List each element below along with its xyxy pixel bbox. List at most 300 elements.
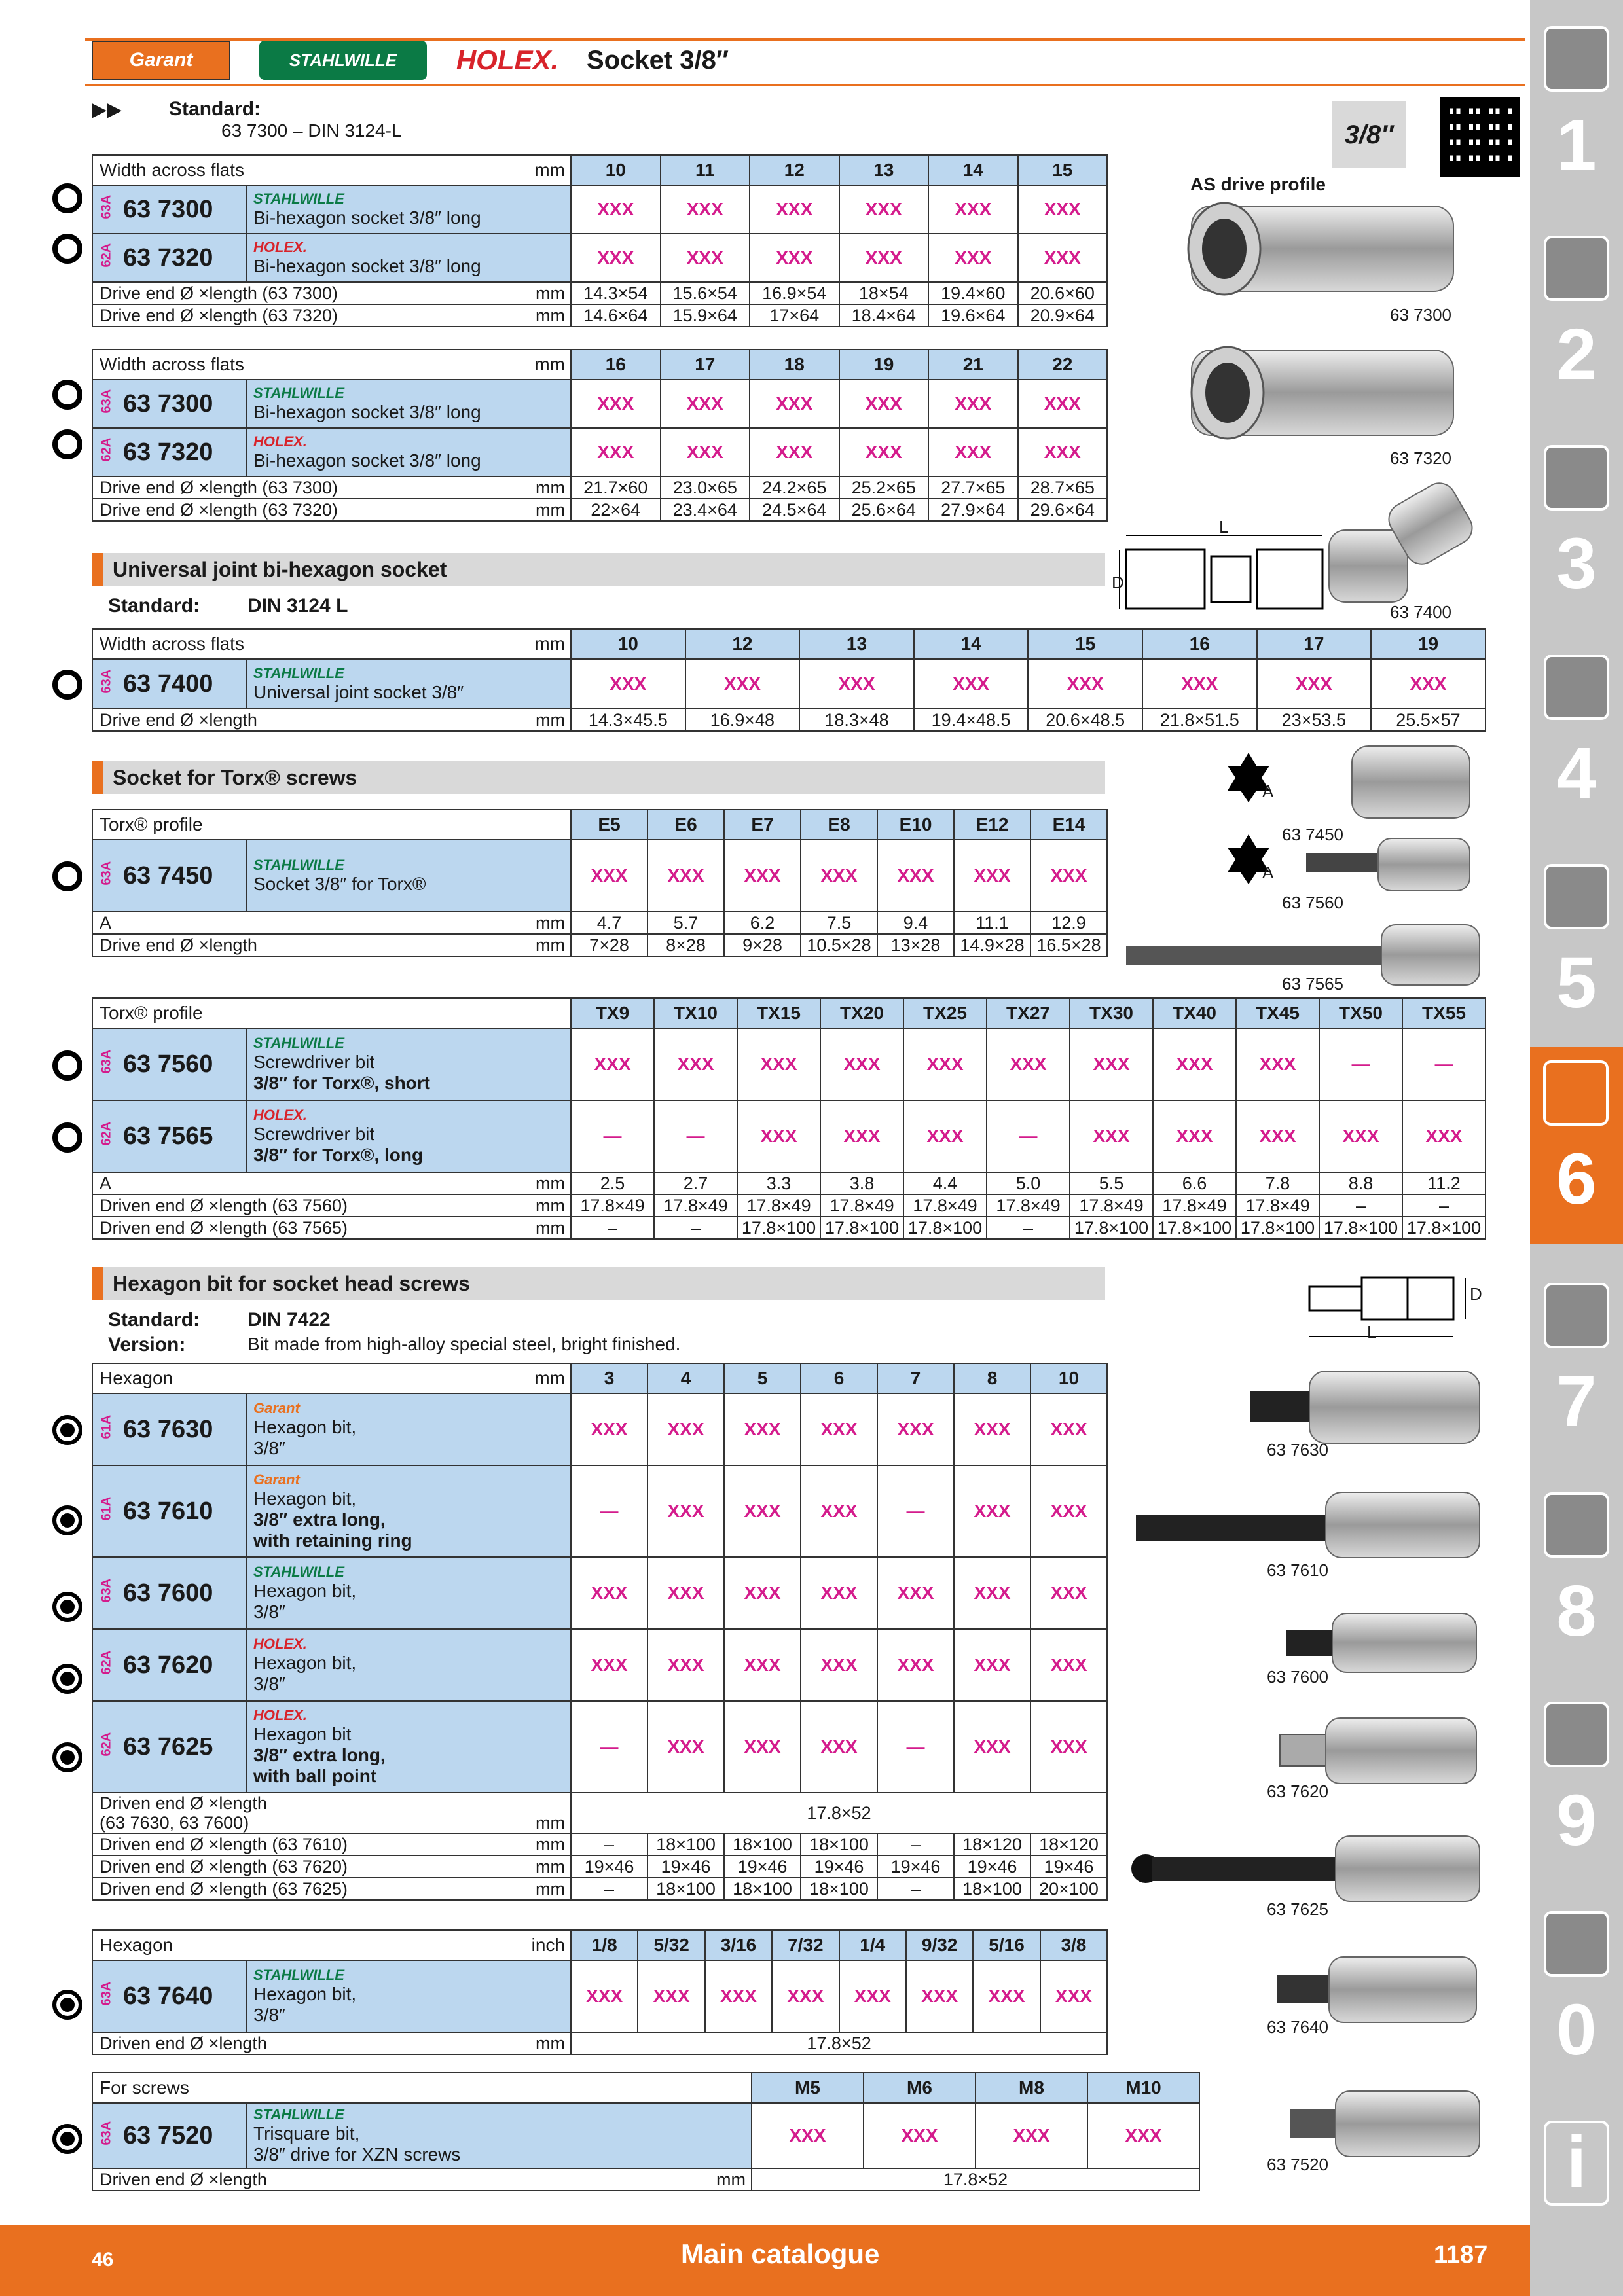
header-size: 12: [685, 629, 800, 659]
price-cell: XXX: [801, 1465, 877, 1557]
price-cell: XXX: [647, 1557, 724, 1629]
fast-forward-icon: ▶▶: [92, 99, 122, 120]
dimension-value: 14.3×45.5: [571, 709, 685, 731]
dimension-label-text: Driven end Ø ×length: [100, 2034, 267, 2053]
as-drive-label: AS drive profile: [1190, 174, 1326, 194]
dimension-value: 25.2×65: [839, 476, 929, 499]
article-number: [92, 1465, 246, 1557]
price-cell: XXX: [647, 1701, 724, 1793]
dimension-value: 19.4×60: [928, 282, 1018, 304]
price-cell: XXX: [661, 185, 750, 234]
side-tab-7[interactable]: [1536, 1270, 1617, 1466]
price-cell: XXX: [1028, 659, 1142, 709]
price-cell: XXX: [1030, 1701, 1107, 1793]
article-description: [246, 1960, 571, 2032]
header-size: TX40: [1153, 998, 1236, 1028]
dimension-value: 17.8×49: [987, 1194, 1070, 1217]
price-cell: XXX: [973, 1960, 1040, 2032]
price-cell: —: [571, 1701, 647, 1793]
xzn-profile-icon: [52, 2124, 82, 2154]
dimension-value: 24.5×64: [750, 499, 839, 521]
price-cell: XXX: [724, 1465, 801, 1557]
header-size: 15: [1028, 629, 1142, 659]
header-size: E5: [571, 810, 647, 840]
dimension-row: [92, 2168, 1199, 2191]
socket-637300-image: [1178, 193, 1473, 311]
header-unit: mm: [454, 155, 571, 185]
dimension-value: 21.8×51.5: [1142, 709, 1257, 731]
price-cell: XXX: [877, 1393, 954, 1465]
dimension-unit: mm: [454, 304, 571, 327]
dimension-row: [92, 934, 1107, 956]
dimension-label: Driven end Ø ×length (63 7560): [92, 1194, 454, 1217]
side-tab-5[interactable]: [1536, 851, 1617, 1047]
price-cell: XXX: [571, 1960, 638, 2032]
description-line-2: 3/8″: [253, 1438, 285, 1458]
dimension-label-sub: (63 7630, 63 7600): [100, 1813, 249, 1833]
header-size: TX30: [1070, 998, 1153, 1028]
brand-mini-logo: STAHLWILLE: [253, 385, 344, 401]
price-cell: XXX: [1142, 659, 1257, 709]
dimension-value: 17.8×49: [654, 1194, 737, 1217]
dimension-label: Drive end Ø ×length: [92, 709, 454, 731]
caption-637560: 63 7560: [1282, 893, 1343, 912]
dimension-unit: mm: [454, 1878, 571, 1900]
price-cell: XXX: [724, 1393, 801, 1465]
article-number-text: 63 7300: [123, 389, 213, 418]
brand-code: 63A: [99, 861, 114, 886]
price-cell: XXX: [903, 1028, 987, 1100]
section-universal-joint: Universal joint bi-hexagon socket: [92, 553, 1105, 586]
article-description: [246, 1100, 571, 1172]
side-tab-4[interactable]: [1536, 641, 1617, 838]
dimension-value: 20.6×48.5: [1028, 709, 1142, 731]
brand-code: 61A: [99, 1414, 114, 1439]
price-cell: XXX: [661, 234, 750, 282]
description-line-1: Screwdriver bit: [253, 1124, 375, 1144]
header-size: 9/32: [906, 1930, 973, 1960]
dimension-L-label: L: [1219, 517, 1229, 537]
dimension-label: Drive end Ø ×length (63 7300): [92, 282, 454, 304]
price-cell: XXX: [752, 2103, 864, 2168]
description-line-1: Hexagon bit,: [253, 1488, 357, 1509]
dimension-value: 2.5: [571, 1172, 654, 1194]
header-unit: mm: [454, 629, 571, 659]
trisquare-bit-table: [92, 2072, 1200, 2191]
side-tab-1[interactable]: [1536, 13, 1617, 209]
dimension-value: 19×46: [801, 1856, 877, 1878]
dimension-value: 19×46: [877, 1856, 954, 1878]
header-size: E8: [801, 810, 877, 840]
dimension-value: 17.8×100: [820, 1217, 903, 1239]
article-description: [246, 1393, 571, 1465]
price-cell: XXX: [1236, 1028, 1319, 1100]
header-row: [92, 1363, 1107, 1393]
dimension-value: 20.9×64: [1018, 304, 1108, 327]
header-size: E12: [954, 810, 1030, 840]
dimension-row: [92, 1793, 1107, 1833]
article-row-637300: [92, 380, 1107, 428]
dimension-row: [92, 1856, 1107, 1878]
header-size: 6: [801, 1363, 877, 1393]
dimension-value: 25.5×57: [1371, 709, 1486, 731]
dimension-row: [92, 1833, 1107, 1856]
article-description: [246, 1629, 571, 1701]
brand-code: 61A: [99, 1496, 114, 1521]
tab-3-number: 3: [1556, 524, 1597, 604]
header-size: 1/8: [571, 1930, 638, 1960]
torx-bit-637560-image: [1214, 834, 1483, 900]
dimension-value: 16.5×28: [1030, 934, 1107, 956]
article-row-637625: [92, 1701, 1107, 1793]
dimension-value: –: [987, 1217, 1070, 1239]
header-row: [92, 998, 1486, 1028]
brand-mini-logo: Garant: [253, 1471, 300, 1488]
standard-label: Standard:: [169, 98, 261, 120]
dimension-value: 17.8×52: [571, 1793, 1107, 1833]
header-size: 10: [571, 629, 685, 659]
dimension-value: 23×53.5: [1257, 709, 1372, 731]
dimension-value: –: [571, 1217, 654, 1239]
price-cell: XXX: [750, 234, 839, 282]
dimension-value: 7×28: [571, 934, 647, 956]
article-row-637520: [92, 2103, 1199, 2168]
header-size: 15: [1018, 155, 1108, 185]
header-size: 5: [724, 1363, 801, 1393]
tab-4-number: 4: [1556, 733, 1597, 814]
dimension-label: Drive end Ø ×length (63 7300): [92, 476, 454, 499]
header-size: E14: [1030, 810, 1107, 840]
description-line-1: Trisquare bit,: [253, 2123, 360, 2144]
description-line-1: Bi-hexagon socket 3/8″ long: [253, 207, 481, 228]
price-cell: XXX: [1319, 1100, 1402, 1172]
header-size: 12: [750, 155, 839, 185]
header-size: TX9: [571, 998, 654, 1028]
dimension-label: A: [92, 912, 454, 934]
tab-1-number: 1: [1556, 105, 1597, 185]
torx-a-label-1: A: [1262, 781, 1274, 801]
dimension-value: 17.8×49: [903, 1194, 987, 1217]
torx-a-label-2: A: [1262, 863, 1274, 882]
tab-3-icon: [1544, 445, 1609, 511]
price-cell: XXX: [987, 1028, 1070, 1100]
header-size: 18: [750, 350, 839, 380]
side-tab-2[interactable]: [1536, 223, 1617, 419]
price-cell: XXX: [571, 1028, 654, 1100]
dimension-value: 5.5: [1070, 1172, 1153, 1194]
dimension-value: 17.8×52: [752, 2168, 1199, 2191]
dimension-value: 17.8×49: [571, 1194, 654, 1217]
header-size: 7: [877, 1363, 954, 1393]
header-size: 19: [839, 350, 929, 380]
bi-hex-profile-icon: [52, 670, 82, 700]
dimension-unit: mm: [454, 934, 571, 956]
dimension-value: 18×100: [647, 1878, 724, 1900]
dimension-value: 17.8×100: [1070, 1217, 1153, 1239]
price-cell: XXX: [571, 234, 661, 282]
side-tab-3[interactable]: [1536, 432, 1617, 628]
caption-637625: 63 7625: [1267, 1899, 1328, 1919]
dimension-label: A: [92, 1172, 454, 1194]
tab-1-icon: [1544, 26, 1609, 92]
price-cell: XXX: [864, 2103, 976, 2168]
header-size: 14: [928, 155, 1018, 185]
description-line-2: 3/8″: [253, 1674, 285, 1694]
price-cell: —: [1319, 1028, 1402, 1100]
article-number: [92, 428, 246, 476]
header-size: TX20: [820, 998, 903, 1028]
brand-code: 63A: [99, 1981, 114, 2006]
header-size: TX45: [1236, 998, 1319, 1028]
price-cell: XXX: [724, 1701, 801, 1793]
dimension-value: 10.5×28: [801, 934, 877, 956]
dimension-value: 17.8×49: [737, 1194, 820, 1217]
side-tab-9[interactable]: [1536, 1689, 1617, 1885]
dimension-row: [92, 1172, 1486, 1194]
dimension-row: [92, 1878, 1107, 1900]
dimension-value: 3.3: [737, 1172, 820, 1194]
footer-left-number: 46: [92, 2249, 114, 2270]
header-size: M10: [1087, 2073, 1199, 2103]
tab-6-icon: [1543, 1060, 1609, 1126]
price-cell: XXX: [954, 1557, 1030, 1629]
dimension-value: 23.4×64: [661, 499, 750, 521]
header-label: Hexagon: [92, 1363, 454, 1393]
dimension-unit: mm: [454, 1217, 571, 1239]
caption-637640: 63 7640: [1267, 2017, 1328, 2037]
dimension-label: Drive end Ø ×length (63 7320): [92, 499, 454, 521]
side-tab-i[interactable]: [1536, 2114, 1617, 2219]
price-cell: —: [571, 1100, 654, 1172]
dimension-row: [92, 282, 1107, 304]
price-cell: XXX: [928, 428, 1018, 476]
header-size: TX25: [903, 998, 987, 1028]
brand-mini-logo: STAHLWILLE: [253, 2106, 344, 2123]
dimension-value: 18×54: [839, 282, 929, 304]
price-cell: XXX: [1018, 185, 1108, 234]
price-cell: XXX: [654, 1028, 737, 1100]
universal-joint-drawing: [1113, 524, 1329, 622]
price-cell: XXX: [877, 840, 954, 912]
dimension-value: 5.7: [647, 912, 724, 934]
hexagon-bit-637640-image: [1270, 1954, 1486, 2026]
caption-637610: 63 7610: [1267, 1560, 1328, 1580]
description-line-2: 3/8″ for Torx®, long: [253, 1145, 424, 1165]
dimension-value: 14.9×28: [954, 934, 1030, 956]
hex-profile-icon: [52, 1990, 82, 2020]
article-row-637560: [92, 1028, 1486, 1100]
article-row-637640: [92, 1960, 1107, 2032]
price-cell: XXX: [1030, 1629, 1107, 1701]
header-size: TX27: [987, 998, 1070, 1028]
article-number-text: 63 7520: [123, 2121, 213, 2149]
tab-i-number: i: [1566, 2122, 1587, 2202]
price-cell: XXX: [928, 185, 1018, 234]
price-cell: XXX: [750, 185, 839, 234]
top-rule-lower: [85, 84, 1525, 86]
header-size: 21: [928, 350, 1018, 380]
hex-profile-icon: [52, 1415, 82, 1445]
price-cell: XXX: [954, 1701, 1030, 1793]
dimension-value: 18.4×64: [839, 304, 929, 327]
tab-0-icon: [1544, 1911, 1609, 1977]
price-cell: XXX: [1371, 659, 1486, 709]
article-number-text: 63 7600: [123, 1579, 213, 1607]
tab-5-number: 5: [1556, 942, 1597, 1023]
tab-2-icon: [1544, 236, 1609, 301]
price-cell: XXX: [1070, 1028, 1153, 1100]
description-line-1: Hexagon bit,: [253, 1653, 357, 1673]
price-cell: XXX: [820, 1100, 903, 1172]
hexagon-bit-637600-image: [1280, 1610, 1486, 1676]
dimension-value: 29.6×64: [1018, 499, 1108, 521]
tab-8-number: 8: [1556, 1571, 1597, 1651]
header-size: 16: [571, 350, 661, 380]
header-row: [92, 1930, 1107, 1960]
side-tab-0[interactable]: [1536, 1898, 1617, 2094]
price-cell: —: [987, 1100, 1070, 1172]
hexagon-bit-637630-image: [1244, 1368, 1486, 1446]
caption-637320: 63 7320: [1390, 448, 1451, 468]
brand-mini-logo: STAHLWILLE: [253, 857, 344, 873]
header-size: TX55: [1402, 998, 1486, 1028]
dimension-value: 27.9×64: [928, 499, 1018, 521]
dimension-value: –: [571, 1833, 647, 1856]
stahlwille-logo: STAHLWILLE: [259, 41, 427, 80]
description-line-1: Socket 3/8″ for Torx®: [253, 874, 426, 894]
price-cell: XXX: [954, 1393, 1030, 1465]
price-cell: XXX: [914, 659, 1029, 709]
page-title: Socket 3/8″: [587, 46, 729, 75]
article-number-text: 63 7620: [123, 1651, 213, 1679]
holex-logo: HOLEX.: [456, 45, 559, 75]
dimension-value: 18×100: [801, 1878, 877, 1900]
dimension-value: 17.8×49: [1236, 1194, 1319, 1217]
bi-hexagon-table-2: [92, 349, 1108, 522]
price-cell: XXX: [638, 1960, 704, 2032]
price-cell: XXX: [954, 840, 1030, 912]
brand-mini-logo: STAHLWILLE: [253, 1564, 344, 1580]
dimension-value: 18×100: [954, 1878, 1030, 1900]
article-number: [92, 2103, 246, 2168]
header-size: 17: [661, 350, 750, 380]
bi-hexagon-table-1: [92, 154, 1108, 327]
price-cell: XXX: [1257, 659, 1372, 709]
price-cell: XXX: [685, 659, 800, 709]
hex-profile-icon: [52, 1664, 82, 1694]
brand-mini-logo: HOLEX.: [253, 1707, 307, 1723]
price-cell: XXX: [1236, 1100, 1319, 1172]
universal-joint-socket-image: [1322, 478, 1486, 609]
price-cell: XXX: [571, 428, 661, 476]
dimension-value: 11.2: [1402, 1172, 1486, 1194]
dimension-value: 19×46: [724, 1856, 801, 1878]
hex-standard-label: Standard:: [108, 1309, 200, 1331]
dimension-unit: mm: [454, 499, 571, 521]
article-number: [92, 1100, 246, 1172]
description-line-1: Bi-hexagon socket 3/8″ long: [253, 256, 481, 276]
dimension-value: 2.7: [654, 1172, 737, 1194]
description-line-3: with retaining ring: [253, 1530, 412, 1551]
dimension-unit: mm: [454, 2032, 571, 2054]
header-size: M6: [864, 2073, 976, 2103]
header-unit: [454, 998, 571, 1028]
article-number: [92, 1557, 246, 1629]
price-cell: XXX: [1018, 428, 1108, 476]
dimension-value: 5.0: [987, 1172, 1070, 1194]
dimension-value: 22×64: [571, 499, 661, 521]
dimension-unit: mm: [454, 709, 571, 731]
article-number: [92, 380, 246, 428]
price-cell: XXX: [647, 1465, 724, 1557]
price-cell: XXX: [571, 1393, 647, 1465]
header-row: [92, 350, 1107, 380]
torx-bit-table: [92, 997, 1486, 1240]
price-cell: XXX: [724, 840, 801, 912]
standard-value: 63 7300 – DIN 3124-L: [221, 120, 402, 141]
description-line-2: 3/8″ for Torx®, short: [253, 1073, 431, 1093]
dimension-value: 18×100: [724, 1878, 801, 1900]
article-number-text: 63 7625: [123, 1732, 213, 1761]
price-cell: XXX: [839, 428, 929, 476]
article-row-637450: [92, 840, 1107, 912]
dimension-row: [92, 476, 1107, 499]
dimension-value: 15.6×54: [661, 282, 750, 304]
hex-standard-value: DIN 7422: [247, 1309, 331, 1331]
article-description: [246, 1701, 571, 1793]
article-description: [246, 234, 571, 282]
page-number: 1187: [1434, 2241, 1488, 2269]
dimension-value: 18.3×48: [799, 709, 914, 731]
qr-code-icon: [1440, 97, 1520, 177]
dimension-value: 17×64: [750, 304, 839, 327]
dimension-value: 24.2×65: [750, 476, 839, 499]
price-cell: XXX: [1040, 1960, 1107, 2032]
article-number-text: 63 7560: [123, 1050, 213, 1078]
dimension-label: Drive end Ø ×length: [92, 934, 454, 956]
dimension-label: [92, 2168, 454, 2191]
header-size: 17: [1257, 629, 1372, 659]
article-description: [246, 1028, 571, 1100]
side-tab-8[interactable]: [1536, 1479, 1617, 1676]
article-description: [246, 1465, 571, 1557]
dimension-value: 19×46: [571, 1856, 647, 1878]
dimension-value: 19.6×64: [928, 304, 1018, 327]
description-line-2: 3/8″: [253, 1602, 285, 1622]
price-cell: XXX: [571, 840, 647, 912]
dimension-row: [92, 2032, 1107, 2054]
tab-0-number: 0: [1556, 1990, 1597, 2070]
header-label: Width across flats: [92, 350, 454, 380]
header-unit: mm: [454, 350, 571, 380]
side-tab-6[interactable]: [1530, 1047, 1623, 1244]
header-size: 3/8: [1040, 1930, 1107, 1960]
price-cell: XXX: [737, 1100, 820, 1172]
price-cell: XXX: [976, 2103, 1087, 2168]
dimension-unit: mm: [454, 1793, 571, 1833]
header-size: 10: [1030, 1363, 1107, 1393]
article-row-637630: [92, 1393, 1107, 1465]
article-description: [246, 659, 571, 709]
article-row-637320: [92, 234, 1107, 282]
hexagon-bit-637625-image: [1126, 1833, 1486, 1905]
header-size: M5: [752, 2073, 864, 2103]
dimension-value: 20×100: [1030, 1878, 1107, 1900]
price-cell: —: [1402, 1028, 1486, 1100]
dimension-label: Driven end Ø ×length (63 7565): [92, 1217, 454, 1239]
article-number-text: 63 7610: [123, 1497, 213, 1525]
description-line-1: Hexagon bit,: [253, 1581, 357, 1601]
